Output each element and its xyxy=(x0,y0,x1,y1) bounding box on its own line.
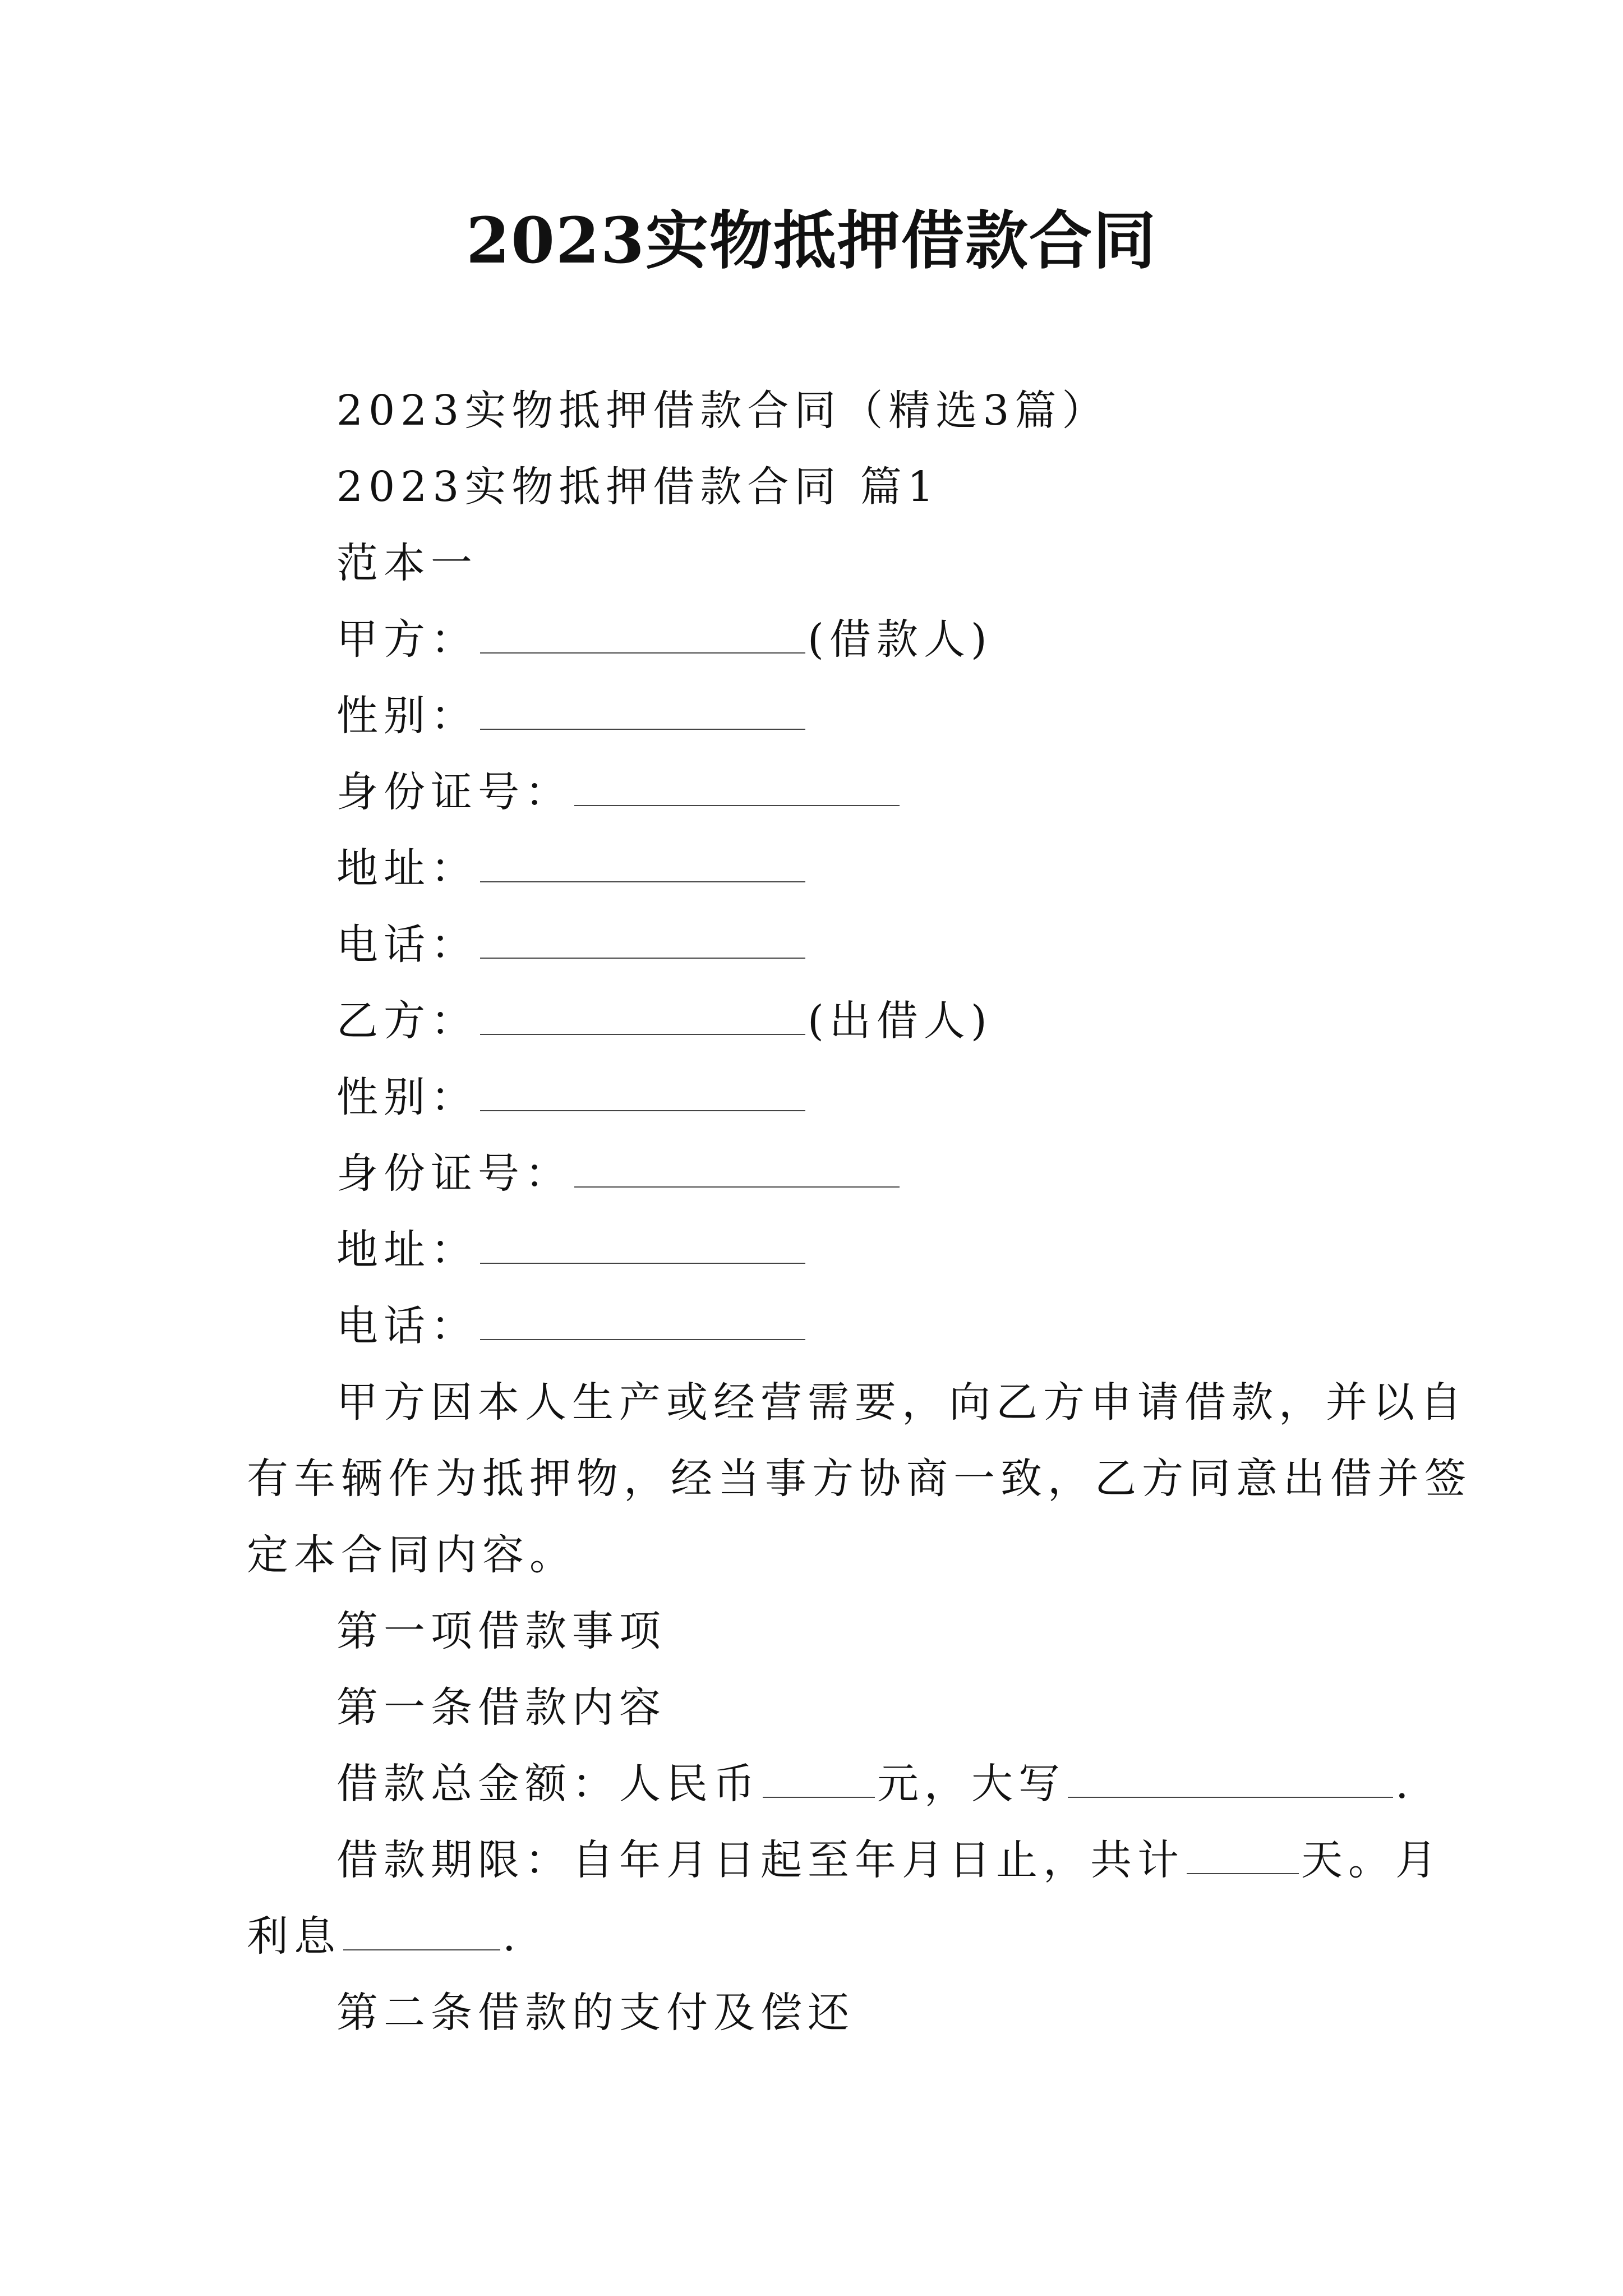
party-a-phone-label: 电话： xyxy=(336,921,478,969)
amount-line xyxy=(336,1756,1414,1812)
party-b-gender-blank xyxy=(480,1070,805,1111)
party-a-label: 甲方： xyxy=(336,615,478,664)
party-a-gender-blank xyxy=(480,688,805,730)
article-2-heading: 第二条借款的支付及偿还 xyxy=(336,1989,855,2037)
party-a-address-label: 地址： xyxy=(336,844,478,892)
term-prefix: 借款期限：自年月日起至年月日止，共计 xyxy=(336,1836,1184,1884)
party-b-gender-label: 性别： xyxy=(336,1073,478,1121)
party-b-phone-line xyxy=(336,1298,808,1354)
party-a-gender-line xyxy=(336,688,808,744)
party-b-id-line xyxy=(336,1145,902,1202)
party-a-phone-line xyxy=(336,917,808,973)
party-b-blank xyxy=(480,993,805,1035)
party-a-role: (借款人) xyxy=(808,615,993,664)
article-1-heading: 第一条借款内容 xyxy=(336,1683,666,1732)
interest-end: . xyxy=(502,1912,522,1961)
document-title: 2023实物抵押借款合同 xyxy=(466,204,1157,278)
subtitle: 2023实物抵押借款合同（精选3篇） xyxy=(336,386,1109,435)
party-a-id-line xyxy=(336,764,902,820)
party-b-label: 乙方： xyxy=(336,997,478,1045)
term-days-blank xyxy=(1187,1833,1299,1874)
party-b-id-label: 身份证号： xyxy=(336,1149,572,1198)
party-b-address-label: 地址： xyxy=(336,1226,478,1274)
party-a-id-label: 身份证号： xyxy=(336,768,572,816)
party-a-address-line xyxy=(336,840,808,896)
term-suffix: 天。月 xyxy=(1301,1836,1442,1884)
term-line xyxy=(336,1832,1442,1888)
party-b-address-blank xyxy=(480,1222,805,1264)
part-heading: 2023实物抵押借款合同 篇1 xyxy=(336,463,939,511)
intro-line-3: 定本合同内容。 xyxy=(247,1531,577,1579)
amount-end: . xyxy=(1395,1760,1414,1808)
party-a-id-blank xyxy=(574,765,900,806)
intro-line-2: 有车辆作为抵押物，经当事方协商一致，乙方同意出借并签 xyxy=(247,1455,1472,1503)
intro-line-1: 甲方因本人生产或经营需要，向乙方申请借款，并以自 xyxy=(336,1378,1467,1427)
interest-label: 利息 xyxy=(247,1912,341,1961)
amount-prefix: 借款总金额：人民币 xyxy=(336,1760,760,1808)
party-b-address-line xyxy=(336,1222,808,1278)
amount-mid: 元，大写 xyxy=(877,1760,1066,1808)
party-b-id-blank xyxy=(574,1146,900,1188)
party-a-address-blank xyxy=(480,841,805,882)
amount-number-blank xyxy=(763,1756,875,1798)
sample-label: 范本一 xyxy=(336,539,478,587)
party-b-gender-line xyxy=(336,1069,808,1125)
interest-line xyxy=(247,1908,522,1964)
party-a-blank xyxy=(480,612,805,654)
party-a-phone-blank xyxy=(480,917,805,959)
interest-blank xyxy=(343,1909,500,1950)
party-b-line xyxy=(336,993,993,1049)
party-a-line xyxy=(336,611,993,668)
amount-words-blank xyxy=(1068,1756,1393,1798)
party-a-gender-label: 性别： xyxy=(336,692,478,740)
section-1-heading: 第一项借款事项 xyxy=(336,1607,666,1655)
party-b-role: (出借人) xyxy=(808,997,993,1045)
party-b-phone-label: 电话： xyxy=(336,1302,478,1350)
party-b-phone-blank xyxy=(480,1299,805,1340)
